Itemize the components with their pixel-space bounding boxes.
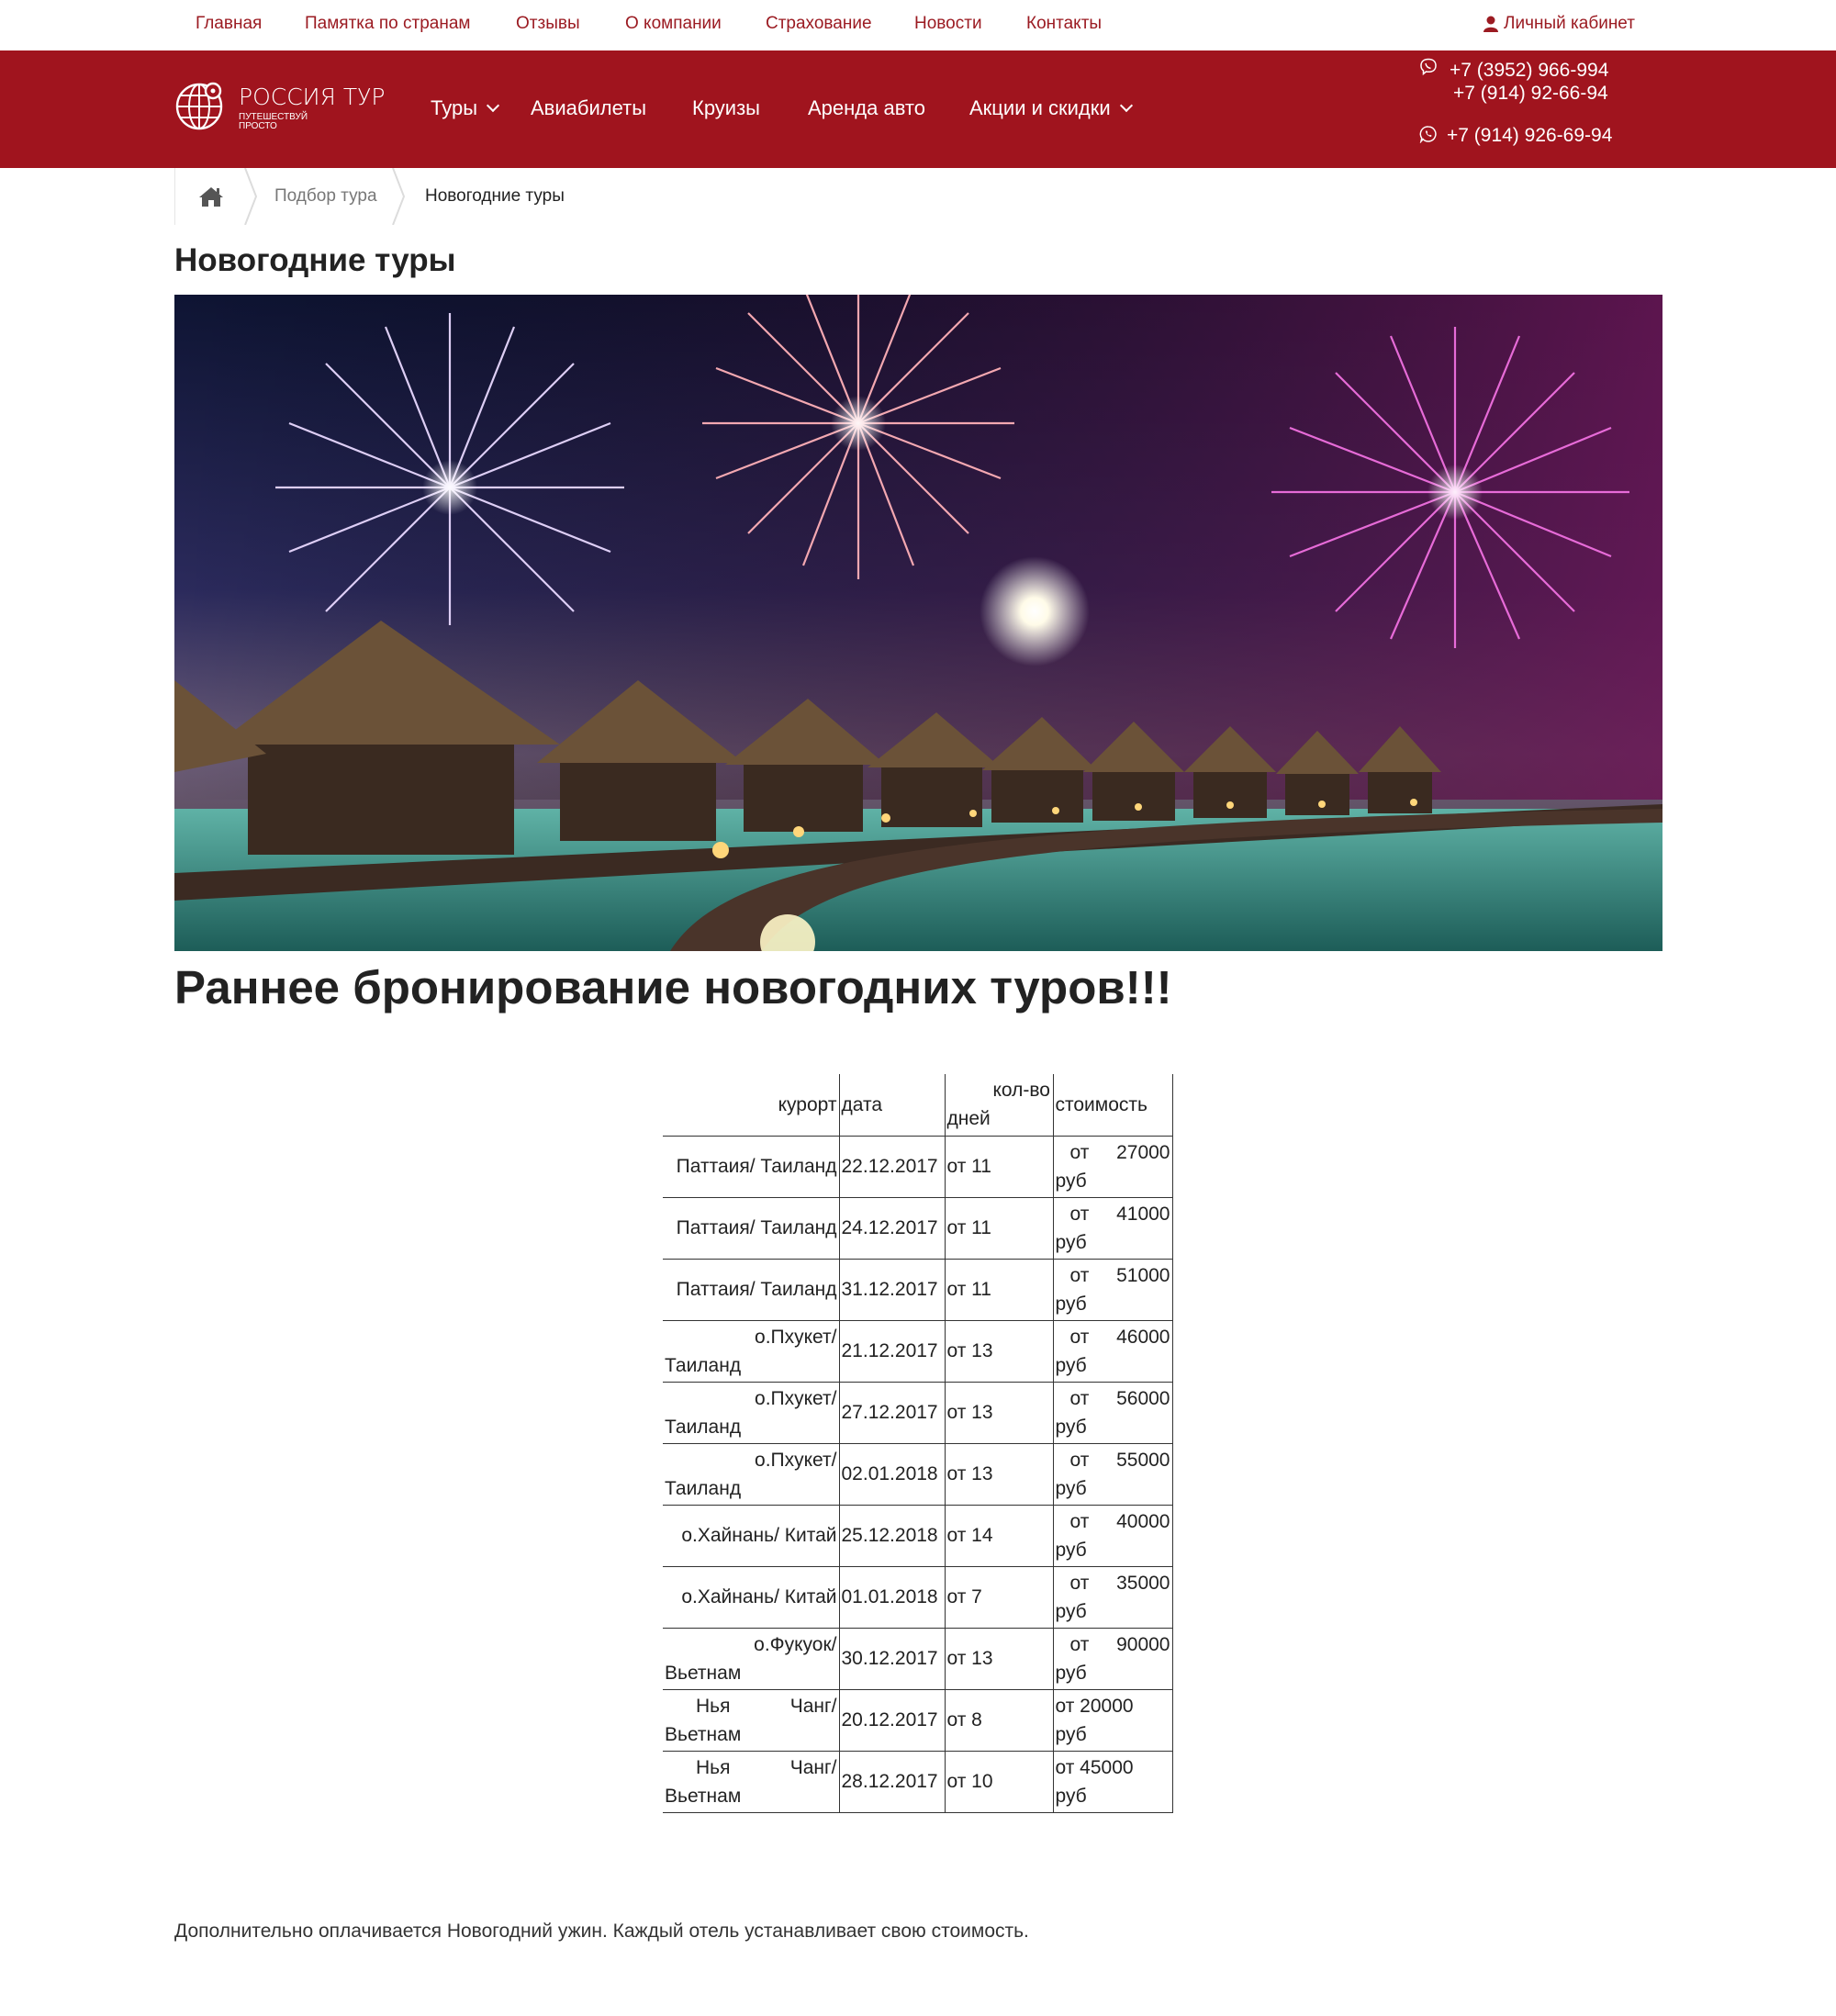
site-logo[interactable] bbox=[174, 80, 386, 139]
table-header-row bbox=[663, 1074, 1172, 1136]
header-date: дата bbox=[839, 1074, 945, 1136]
breadcrumb-separator bbox=[244, 168, 257, 225]
cell-price bbox=[1053, 1505, 1172, 1566]
cell-price bbox=[1053, 1136, 1172, 1197]
cell-resort bbox=[663, 1628, 839, 1689]
price-from: от bbox=[1069, 1264, 1090, 1286]
resort-line-2: Вьетнам bbox=[665, 1723, 742, 1745]
cell-price bbox=[1053, 1259, 1172, 1320]
nav-deals-label: Акции и скидки bbox=[969, 96, 1111, 119]
breadcrumb-home[interactable] bbox=[174, 168, 246, 225]
page-title: Новогодние туры bbox=[174, 242, 456, 278]
topnav-reviews[interactable]: Отзывы bbox=[516, 14, 580, 33]
price-from: от bbox=[1069, 1326, 1090, 1348]
header-days bbox=[945, 1074, 1053, 1136]
resort-line-2: Вьетнам bbox=[665, 1662, 742, 1684]
cell-resort bbox=[663, 1689, 839, 1751]
breadcrumb-step[interactable]: Подбор тура bbox=[274, 186, 377, 206]
price-unit: руб bbox=[1055, 1662, 1087, 1684]
cell-resort: о.Хайнань/ Китай bbox=[663, 1566, 839, 1628]
promo-title: Раннее бронирование новогодних туров!!! bbox=[174, 961, 1172, 1014]
viber-phone-1[interactable]: +7 (3952) 966-994 bbox=[1450, 60, 1609, 81]
cell-days: от 13 bbox=[945, 1382, 1053, 1443]
table-row bbox=[663, 1751, 1172, 1812]
chevron-down-icon bbox=[487, 99, 499, 112]
header-resort: курорт bbox=[778, 1093, 837, 1115]
breadcrumb-separator bbox=[392, 168, 405, 225]
cell-resort bbox=[663, 1443, 839, 1505]
price-value: 40000 bbox=[1116, 1510, 1170, 1532]
table-row bbox=[663, 1382, 1172, 1443]
price-value: 35000 bbox=[1116, 1572, 1170, 1594]
table-row bbox=[663, 1566, 1172, 1628]
resort-line-2: Вьетнам bbox=[665, 1785, 742, 1807]
main-header bbox=[0, 50, 1836, 168]
cell-date: 25.12.2018 bbox=[839, 1505, 945, 1566]
cell-resort: Паттаия/ Таиланд bbox=[663, 1259, 839, 1320]
price-value: 46000 bbox=[1116, 1326, 1170, 1348]
table-row bbox=[663, 1689, 1172, 1751]
cell-date: 30.12.2017 bbox=[839, 1628, 945, 1689]
cell-days: от 11 bbox=[945, 1259, 1053, 1320]
resort-line-1a: Нья bbox=[696, 1695, 731, 1717]
cabinet-label: Личный кабинет bbox=[1504, 14, 1635, 33]
cell-price bbox=[1053, 1566, 1172, 1628]
nav-car-rental[interactable] bbox=[808, 96, 925, 120]
nav-flights-label: Авиабилеты bbox=[531, 96, 647, 119]
price-unit: руб bbox=[1055, 1600, 1087, 1622]
nav-tours-label: Туры bbox=[431, 96, 478, 119]
cell-price bbox=[1053, 1320, 1172, 1382]
cell-price bbox=[1053, 1443, 1172, 1505]
viber-icon bbox=[1419, 58, 1438, 76]
resort-line-1: о.Пхукет/ bbox=[755, 1326, 837, 1348]
logo-subtitle: ПУТЕШЕСТВУЙ ПРОСТО bbox=[239, 112, 308, 131]
cell-days: от 8 bbox=[945, 1689, 1053, 1751]
cell-date: 24.12.2017 bbox=[839, 1197, 945, 1259]
resort-line-1a: Нья bbox=[696, 1756, 731, 1778]
cell-resort: Паттаия/ Таиланд bbox=[663, 1136, 839, 1197]
whatsapp-phone[interactable]: +7 (914) 926-69-94 bbox=[1447, 125, 1613, 146]
cell-date: 01.01.2018 bbox=[839, 1566, 945, 1628]
cell-price: от 20000 руб bbox=[1053, 1689, 1172, 1751]
cell-resort: о.Хайнань/ Китай bbox=[663, 1505, 839, 1566]
resort-line-1b: Чанг/ bbox=[789, 1756, 837, 1778]
breadcrumb bbox=[174, 168, 597, 225]
topnav-contacts[interactable]: Контакты bbox=[1026, 14, 1103, 33]
chevron-down-icon bbox=[1120, 99, 1133, 112]
price-from: от bbox=[1069, 1572, 1090, 1594]
price-from: от bbox=[1069, 1387, 1090, 1409]
logo-title: РОССИЯ ТУР bbox=[239, 84, 386, 110]
header-price: стоимость bbox=[1053, 1074, 1172, 1136]
nav-tours[interactable] bbox=[431, 96, 498, 120]
price-unit: руб bbox=[1055, 1354, 1087, 1376]
nav-deals[interactable] bbox=[969, 96, 1131, 120]
hero-banner-image bbox=[174, 295, 1662, 951]
top-utility-bar bbox=[0, 0, 1836, 50]
table-row bbox=[663, 1136, 1172, 1197]
cell-days: от 14 bbox=[945, 1505, 1053, 1566]
price-value: 90000 bbox=[1116, 1633, 1170, 1655]
cell-days: от 11 bbox=[945, 1197, 1053, 1259]
table-row bbox=[663, 1197, 1172, 1259]
breadcrumb-current: Новогодние туры bbox=[425, 186, 565, 206]
topnav-country-guide[interactable]: Памятка по странам bbox=[305, 14, 471, 33]
nav-car-rental-label: Аренда авто bbox=[808, 96, 925, 119]
price-value: 27000 bbox=[1116, 1141, 1170, 1163]
table-row bbox=[663, 1628, 1172, 1689]
cell-days: от 13 bbox=[945, 1320, 1053, 1382]
cell-resort bbox=[663, 1320, 839, 1382]
price-from: от bbox=[1069, 1449, 1090, 1471]
price-value: 51000 bbox=[1116, 1264, 1170, 1286]
header-days-line-1: кол-во bbox=[992, 1080, 1050, 1102]
price-unit: руб bbox=[1055, 1293, 1087, 1315]
price-value: 56000 bbox=[1116, 1387, 1170, 1409]
price-from: от bbox=[1069, 1203, 1090, 1225]
resort-line-1b: Чанг/ bbox=[789, 1695, 837, 1717]
cell-resort bbox=[663, 1751, 839, 1812]
resort-line-2: Таиланд bbox=[665, 1416, 742, 1438]
price-unit: руб bbox=[1055, 1416, 1087, 1438]
cell-date: 20.12.2017 bbox=[839, 1689, 945, 1751]
header-days-line-2: дней bbox=[946, 1108, 991, 1130]
cell-date: 21.12.2017 bbox=[839, 1320, 945, 1382]
table-row bbox=[663, 1443, 1172, 1505]
cell-date: 22.12.2017 bbox=[839, 1136, 945, 1197]
topnav-home[interactable]: Главная bbox=[196, 14, 263, 33]
tours-price-table bbox=[663, 1074, 1173, 1813]
cell-days: от 13 bbox=[945, 1628, 1053, 1689]
personal-cabinet-link[interactable] bbox=[1483, 14, 1635, 34]
globe-logo-icon bbox=[174, 80, 226, 131]
price-unit: руб bbox=[1055, 1539, 1087, 1561]
resort-line-1: о.Фукуок/ bbox=[754, 1633, 837, 1655]
viber-phone-2[interactable]: +7 (914) 92-66-94 bbox=[1453, 83, 1608, 104]
cell-days: от 7 bbox=[945, 1566, 1053, 1628]
table-row bbox=[663, 1320, 1172, 1382]
price-unit: руб bbox=[1055, 1231, 1087, 1253]
resort-line-2: Таиланд bbox=[665, 1477, 742, 1499]
resort-line-2: Таиланд bbox=[665, 1354, 742, 1376]
cell-days: от 11 bbox=[945, 1136, 1053, 1197]
topnav-about[interactable]: О компании bbox=[625, 14, 722, 33]
price-from: от bbox=[1069, 1141, 1090, 1163]
home-icon bbox=[198, 185, 224, 207]
cell-days: от 10 bbox=[945, 1751, 1053, 1812]
cell-resort bbox=[663, 1382, 839, 1443]
nav-cruises-label: Круизы bbox=[692, 96, 760, 119]
cell-price bbox=[1053, 1628, 1172, 1689]
cell-date: 28.12.2017 bbox=[839, 1751, 945, 1812]
price-unit: руб bbox=[1055, 1477, 1087, 1499]
price-value: 41000 bbox=[1116, 1203, 1170, 1225]
price-value: 55000 bbox=[1116, 1449, 1170, 1471]
cell-price bbox=[1053, 1197, 1172, 1259]
nav-flights[interactable] bbox=[531, 96, 646, 120]
price-unit: руб bbox=[1055, 1170, 1087, 1192]
resort-line-1: о.Пхукет/ bbox=[755, 1387, 837, 1409]
cell-date: 02.01.2018 bbox=[839, 1443, 945, 1505]
price-from: от bbox=[1069, 1510, 1090, 1532]
cell-price: от 45000 руб bbox=[1053, 1751, 1172, 1812]
cell-price bbox=[1053, 1382, 1172, 1443]
price-from: от bbox=[1069, 1633, 1090, 1655]
dinner-note: Дополнительно оплачивается Новогодний ужин. Каждый отель устанавливает свою стоимость. bbox=[174, 1921, 1029, 1942]
table-row bbox=[663, 1505, 1172, 1566]
whatsapp-icon bbox=[1419, 125, 1438, 143]
resort-line-1: о.Пхукет/ bbox=[755, 1449, 837, 1471]
nav-cruises[interactable] bbox=[692, 96, 760, 120]
user-icon bbox=[1483, 16, 1498, 32]
cell-days: от 13 bbox=[945, 1443, 1053, 1505]
cell-date: 31.12.2017 bbox=[839, 1259, 945, 1320]
topnav-insurance[interactable]: Страхование bbox=[766, 14, 872, 33]
table-row bbox=[663, 1259, 1172, 1320]
cell-date: 27.12.2017 bbox=[839, 1382, 945, 1443]
cell-resort: Паттаия/ Таиланд bbox=[663, 1197, 839, 1259]
topnav-news[interactable]: Новости bbox=[914, 14, 982, 33]
